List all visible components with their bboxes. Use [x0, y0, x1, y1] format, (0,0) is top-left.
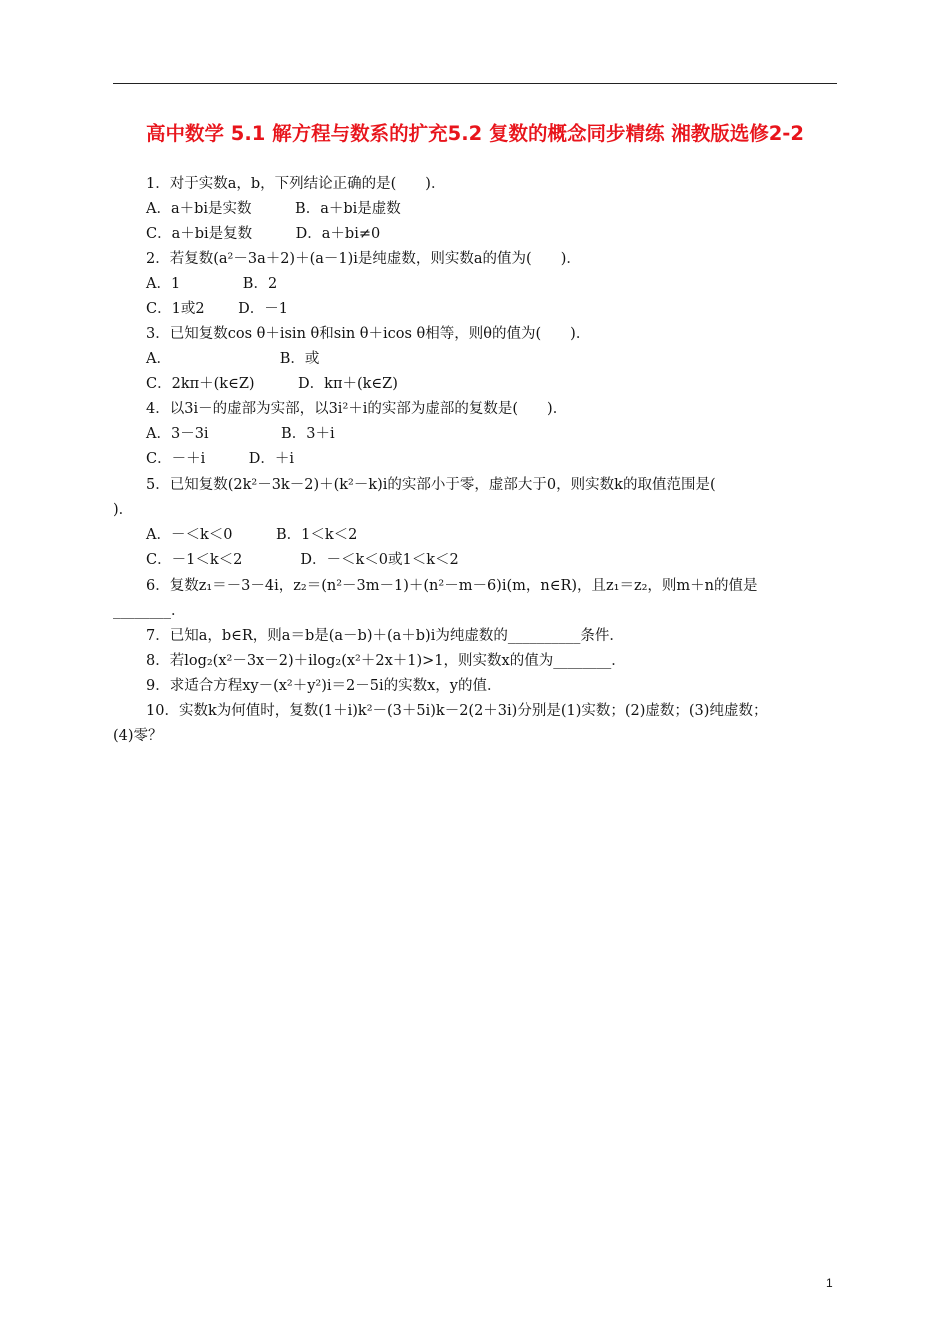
question-5: 5．已知复数(2k²－3k－2)＋(k²－k)i的实部小于零，虚部大于0，则实数k的取值范围是(: [146, 477, 716, 493]
page-number: 1: [826, 1276, 833, 1290]
question-4-options-cd: C．－＋i D．＋i: [146, 451, 294, 467]
question-2-options-cd: C．1或2 D．－1: [146, 301, 289, 317]
question-5-options-cd: C．－1＜k＜2 D．－＜k＜0或1＜k＜2: [146, 552, 459, 568]
question-10-continued: (4)零？: [113, 728, 163, 744]
question-6-blank: ________．: [113, 603, 186, 619]
question-1: 1．对于实数a，b，下列结论正确的是( )．: [146, 176, 446, 192]
page-title: 高中数学 5.1 解方程与数系的扩充5.2 复数的概念同步精练 湘教版选修2-2: [146, 122, 804, 145]
question-5-options-ab: A．－＜k＜0 B．1＜k＜2: [146, 527, 358, 543]
question-3: 3．已知复数cos θ＋isin θ和sin θ＋icos θ相等，则θ的值为( )．: [146, 326, 591, 342]
question-4: 4．以3i－的虚部为实部，以3i²＋i的实部为虚部的复数是( )．: [146, 401, 568, 417]
question-1-options-ab: A．a＋bi是实数 B．a＋bi是虚数: [146, 201, 401, 217]
question-1-options-cd: C．a＋bi是复数 D．a＋bi≠0: [146, 226, 381, 242]
question-10: 10．实数k为何值时，复数(1＋i)k²－(3＋5i)k－2(2＋3i)分别是(1)实数；(2)虚数；(3)纯虚数；: [146, 703, 768, 719]
question-2-options-ab: A．1 B．2: [146, 276, 278, 292]
question-3-options-cd: C．2kπ＋(k∈Z) D．kπ＋(k∈Z): [146, 376, 398, 392]
question-8: 8．若log₂(x²－3x－2)＋ilog₂(x²＋2x＋1)>1，则实数x的值为________．: [146, 653, 626, 669]
question-2: 2．若复数(a²－3a＋2)＋(a－1)i是纯虚数，则实数a的值为( )．: [146, 251, 581, 267]
question-4-options-ab: A．3－3i B．3＋i: [146, 426, 335, 442]
question-3-options-ab: A． B．或: [146, 351, 320, 367]
question-9: 9．求适合方程xy－(x²＋y²)i＝2－5i的实数x，y的值．: [146, 678, 502, 694]
header-rule: [113, 83, 837, 84]
question-5-continued: )．: [113, 502, 134, 518]
question-6: 6．复数z₁＝－3－4i，z₂＝(n²－3m－1)＋(n²－m－6)i(m，n∈R)，且z₁＝z₂，则m＋n的值是: [146, 578, 758, 594]
question-7: 7．已知a，b∈R，则a＝b是(a－b)＋(a＋b)i为纯虚数的__________条件．: [146, 628, 624, 644]
